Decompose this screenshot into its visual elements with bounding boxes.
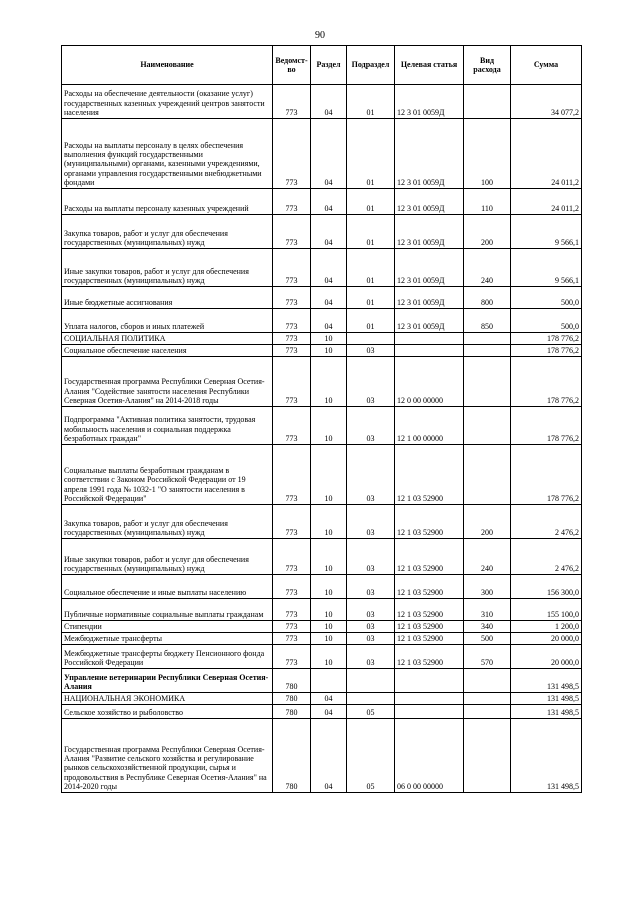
cell-target-article: 12 1 00 00000 (395, 407, 464, 445)
cell-amount: 131 498,5 (511, 705, 582, 719)
cell-amount: 131 498,5 (511, 719, 582, 793)
cell-target-article: 12 1 03 52900 (395, 445, 464, 505)
cell-section: 04 (311, 85, 347, 119)
table-row (62, 309, 582, 333)
table-row (62, 719, 582, 793)
cell-expense-type (464, 407, 511, 445)
cell-department: 773 (273, 119, 311, 189)
cell-target-article: 12 0 00 00000 (395, 357, 464, 407)
cell-expense-type: 110 (464, 189, 511, 215)
cell-expense-type: 240 (464, 249, 511, 287)
cell-section: 04 (311, 309, 347, 333)
table-row (62, 85, 582, 119)
cell-expense-type: 240 (464, 539, 511, 575)
cell-department: 780 (273, 669, 311, 693)
cell-expense-type: 200 (464, 215, 511, 249)
cell-target-article (395, 705, 464, 719)
cell-amount: 9 566,1 (511, 249, 582, 287)
cell-target-article: 12 1 03 52900 (395, 645, 464, 669)
cell-amount: 20 000,0 (511, 633, 582, 645)
cell-section: 04 (311, 719, 347, 793)
cell-expense-type: 100 (464, 119, 511, 189)
cell-target-article: 12 3 01 0059Д (395, 85, 464, 119)
cell-subsection: 03 (347, 599, 395, 621)
cell-name: Иные закупки товаров, работ и услуг для обеспечения государственных (муниципальных) нужд (62, 539, 273, 575)
cell-department: 773 (273, 85, 311, 119)
cell-amount: 178 776,2 (511, 345, 582, 357)
cell-expense-type: 200 (464, 505, 511, 539)
cell-section: 10 (311, 345, 347, 357)
cell-name: Стипендии (62, 621, 273, 633)
cell-amount: 500,0 (511, 287, 582, 309)
cell-expense-type (464, 357, 511, 407)
table-row (62, 249, 582, 287)
cell-target-article: 12 1 03 52900 (395, 539, 464, 575)
table-row (62, 575, 582, 599)
cell-subsection: 03 (347, 445, 395, 505)
cell-name: Закупка товаров, работ и услуг для обеспечения государственных (муниципальных) нужд (62, 505, 273, 539)
cell-section: 10 (311, 633, 347, 645)
cell-subsection: 01 (347, 287, 395, 309)
cell-expense-type (464, 693, 511, 705)
cell-expense-type: 340 (464, 621, 511, 633)
cell-section: 10 (311, 505, 347, 539)
cell-subsection (347, 669, 395, 693)
cell-amount: 34 077,2 (511, 85, 582, 119)
cell-section: 10 (311, 357, 347, 407)
cell-target-article: 12 1 03 52900 (395, 633, 464, 645)
cell-amount: 24 011,2 (511, 189, 582, 215)
cell-name: Межбюджетные трансферты бюджету Пенсионного фонда Российской Федерации (62, 645, 273, 669)
cell-section: 10 (311, 621, 347, 633)
cell-department: 773 (273, 357, 311, 407)
cell-target-article (395, 669, 464, 693)
cell-expense-type: 500 (464, 633, 511, 645)
cell-amount: 20 000,0 (511, 645, 582, 669)
table-row (62, 599, 582, 621)
cell-amount: 24 011,2 (511, 119, 582, 189)
cell-expense-type (464, 705, 511, 719)
cell-department: 773 (273, 645, 311, 669)
column-header-section: Раздел (311, 46, 347, 85)
cell-amount: 178 776,2 (511, 333, 582, 345)
cell-subsection: 01 (347, 309, 395, 333)
cell-subsection: 01 (347, 189, 395, 215)
cell-section (311, 669, 347, 693)
cell-expense-type (464, 719, 511, 793)
cell-department: 780 (273, 693, 311, 705)
cell-target-article (395, 693, 464, 705)
cell-amount: 1 200,0 (511, 621, 582, 633)
cell-department: 773 (273, 505, 311, 539)
cell-expense-type: 310 (464, 599, 511, 621)
cell-expense-type (464, 333, 511, 345)
cell-name: СОЦИАЛЬНАЯ ПОЛИТИКА (62, 333, 273, 345)
cell-department: 773 (273, 309, 311, 333)
cell-name: Социальное обеспечение населения (62, 345, 273, 357)
cell-name: Государственная программа Республики Северная Осетия-Алания "Содействие занятости населения Республики Северная Осетия-Алания" на 2014-2018 годы (62, 357, 273, 407)
cell-subsection: 01 (347, 249, 395, 287)
cell-target-article: 12 1 03 52900 (395, 505, 464, 539)
table-row (62, 705, 582, 719)
table-row (62, 189, 582, 215)
column-header-name: Наименование (62, 46, 273, 85)
cell-subsection: 01 (347, 85, 395, 119)
cell-subsection (347, 693, 395, 705)
cell-subsection (347, 333, 395, 345)
budget-table (61, 45, 582, 793)
cell-name: Закупка товаров, работ и услуг для обеспечения государственных (муниципальных) нужд (62, 215, 273, 249)
cell-amount: 155 100,0 (511, 599, 582, 621)
column-header-department: Ведомст-во (273, 46, 311, 85)
cell-amount: 178 776,2 (511, 357, 582, 407)
cell-section: 10 (311, 645, 347, 669)
cell-subsection: 01 (347, 215, 395, 249)
table-row (62, 633, 582, 645)
table-row (62, 287, 582, 309)
table-row (62, 445, 582, 505)
cell-subsection: 03 (347, 505, 395, 539)
table-header-row (62, 46, 582, 85)
table-row (62, 539, 582, 575)
cell-expense-type (464, 345, 511, 357)
cell-subsection: 03 (347, 407, 395, 445)
cell-section: 04 (311, 693, 347, 705)
column-header-target-article: Целевая статья (395, 46, 464, 85)
cell-section: 04 (311, 119, 347, 189)
cell-subsection: 03 (347, 357, 395, 407)
cell-amount: 131 498,5 (511, 693, 582, 705)
cell-target-article (395, 333, 464, 345)
cell-name: Межбюджетные трансферты (62, 633, 273, 645)
column-header-amount: Сумма (511, 46, 582, 85)
cell-amount: 156 300,0 (511, 575, 582, 599)
table-body (62, 85, 582, 793)
cell-target-article: 12 3 01 0059Д (395, 119, 464, 189)
cell-name: Подпрограмма "Активная политика занятости, трудовая мобильность населения и социальная поддержка безработных граждан" (62, 407, 273, 445)
cell-subsection: 01 (347, 119, 395, 189)
cell-subsection: 03 (347, 575, 395, 599)
cell-name: Расходы на обеспечение деятельности (оказание услуг) государственных казенных учреждений центров занятости населения (62, 85, 273, 119)
cell-department: 773 (273, 333, 311, 345)
page-number: 90 (315, 30, 325, 41)
cell-name: Иные закупки товаров, работ и услуг для обеспечения государственных (муниципальных) нужд (62, 249, 273, 287)
column-header-subsection: Подраздел (347, 46, 395, 85)
cell-subsection: 03 (347, 633, 395, 645)
cell-amount: 178 776,2 (511, 445, 582, 505)
cell-section: 04 (311, 215, 347, 249)
table-row (62, 119, 582, 189)
cell-expense-type (464, 669, 511, 693)
cell-subsection: 03 (347, 539, 395, 575)
cell-department: 773 (273, 621, 311, 633)
cell-name: Публичные нормативные социальные выплаты гражданам (62, 599, 273, 621)
table-row (62, 621, 582, 633)
cell-section: 10 (311, 407, 347, 445)
cell-subsection: 03 (347, 345, 395, 357)
cell-name: Социальное обеспечение и иные выплаты населению (62, 575, 273, 599)
column-header-expense-type: Вид расхода (464, 46, 511, 85)
table-row (62, 505, 582, 539)
cell-expense-type: 850 (464, 309, 511, 333)
cell-target-article: 12 3 01 0059Д (395, 287, 464, 309)
cell-section: 04 (311, 189, 347, 215)
cell-target-article: 12 3 01 0059Д (395, 309, 464, 333)
cell-section: 10 (311, 599, 347, 621)
cell-name: Государственная программа Республики Северная Осетия-Алания "Развитие сельского хозяйства и регулирование рынков сельскохозяйственной продукции, сырья и продовольствия в Республике Северная Осетия-Алания" на 2014-2020 годы (62, 719, 273, 793)
cell-target-article: 12 1 03 52900 (395, 599, 464, 621)
cell-department: 773 (273, 633, 311, 645)
cell-amount: 9 566,1 (511, 215, 582, 249)
cell-section: 04 (311, 705, 347, 719)
cell-subsection: 05 (347, 719, 395, 793)
cell-target-article: 12 1 03 52900 (395, 575, 464, 599)
cell-section: 10 (311, 575, 347, 599)
cell-subsection: 03 (347, 621, 395, 633)
cell-target-article (395, 345, 464, 357)
cell-department: 780 (273, 719, 311, 793)
table-row (62, 333, 582, 345)
table-row (62, 357, 582, 407)
cell-section: 04 (311, 287, 347, 309)
cell-expense-type (464, 445, 511, 505)
cell-department: 773 (273, 445, 311, 505)
cell-department: 773 (273, 215, 311, 249)
cell-department: 773 (273, 407, 311, 445)
cell-department: 773 (273, 189, 311, 215)
table-row (62, 407, 582, 445)
cell-amount: 178 776,2 (511, 407, 582, 445)
cell-target-article: 12 3 01 0059Д (395, 249, 464, 287)
cell-department: 773 (273, 539, 311, 575)
cell-name: Иные бюджетные ассигнования (62, 287, 273, 309)
cell-target-article: 12 1 03 52900 (395, 621, 464, 633)
cell-amount: 500,0 (511, 309, 582, 333)
cell-subsection: 03 (347, 645, 395, 669)
cell-amount: 2 476,2 (511, 539, 582, 575)
cell-target-article: 12 3 01 0059Д (395, 189, 464, 215)
cell-name: Расходы на выплаты персоналу казенных учреждений (62, 189, 273, 215)
cell-name: НАЦИОНАЛЬНАЯ ЭКОНОМИКА (62, 693, 273, 705)
cell-expense-type: 570 (464, 645, 511, 669)
cell-expense-type: 300 (464, 575, 511, 599)
cell-section: 04 (311, 249, 347, 287)
cell-section: 10 (311, 333, 347, 345)
cell-expense-type (464, 85, 511, 119)
cell-amount: 2 476,2 (511, 505, 582, 539)
cell-name: Управление ветеринарии Республики Северная Осетия-Алания (62, 669, 273, 693)
cell-department: 773 (273, 249, 311, 287)
cell-section: 10 (311, 539, 347, 575)
table-row (62, 215, 582, 249)
cell-target-article: 06 0 00 00000 (395, 719, 464, 793)
cell-department: 773 (273, 345, 311, 357)
cell-department: 773 (273, 575, 311, 599)
cell-name: Социальные выплаты безработным гражданам в соответствии с Законом Российской Федерации от 19 апреля 1991 года № 1032-1 "О занятости населения в Российской Федерации" (62, 445, 273, 505)
cell-expense-type: 800 (464, 287, 511, 309)
cell-department: 773 (273, 599, 311, 621)
cell-target-article: 12 3 01 0059Д (395, 215, 464, 249)
cell-section: 10 (311, 445, 347, 505)
cell-department: 773 (273, 287, 311, 309)
cell-name: Уплата налогов, сборов и иных платежей (62, 309, 273, 333)
table-row (62, 669, 582, 693)
table-row (62, 345, 582, 357)
table-row (62, 693, 582, 705)
cell-name: Сельское хозяйство и рыболовство (62, 705, 273, 719)
cell-department: 780 (273, 705, 311, 719)
cell-subsection: 05 (347, 705, 395, 719)
cell-amount: 131 498,5 (511, 669, 582, 693)
cell-name: Расходы на выплаты персоналу в целях обеспечения выполнения функций государственными (муниципальными) органами, казенными учреждениями, органами управления государственными внебюджетными фондами (62, 119, 273, 189)
table-row (62, 645, 582, 669)
